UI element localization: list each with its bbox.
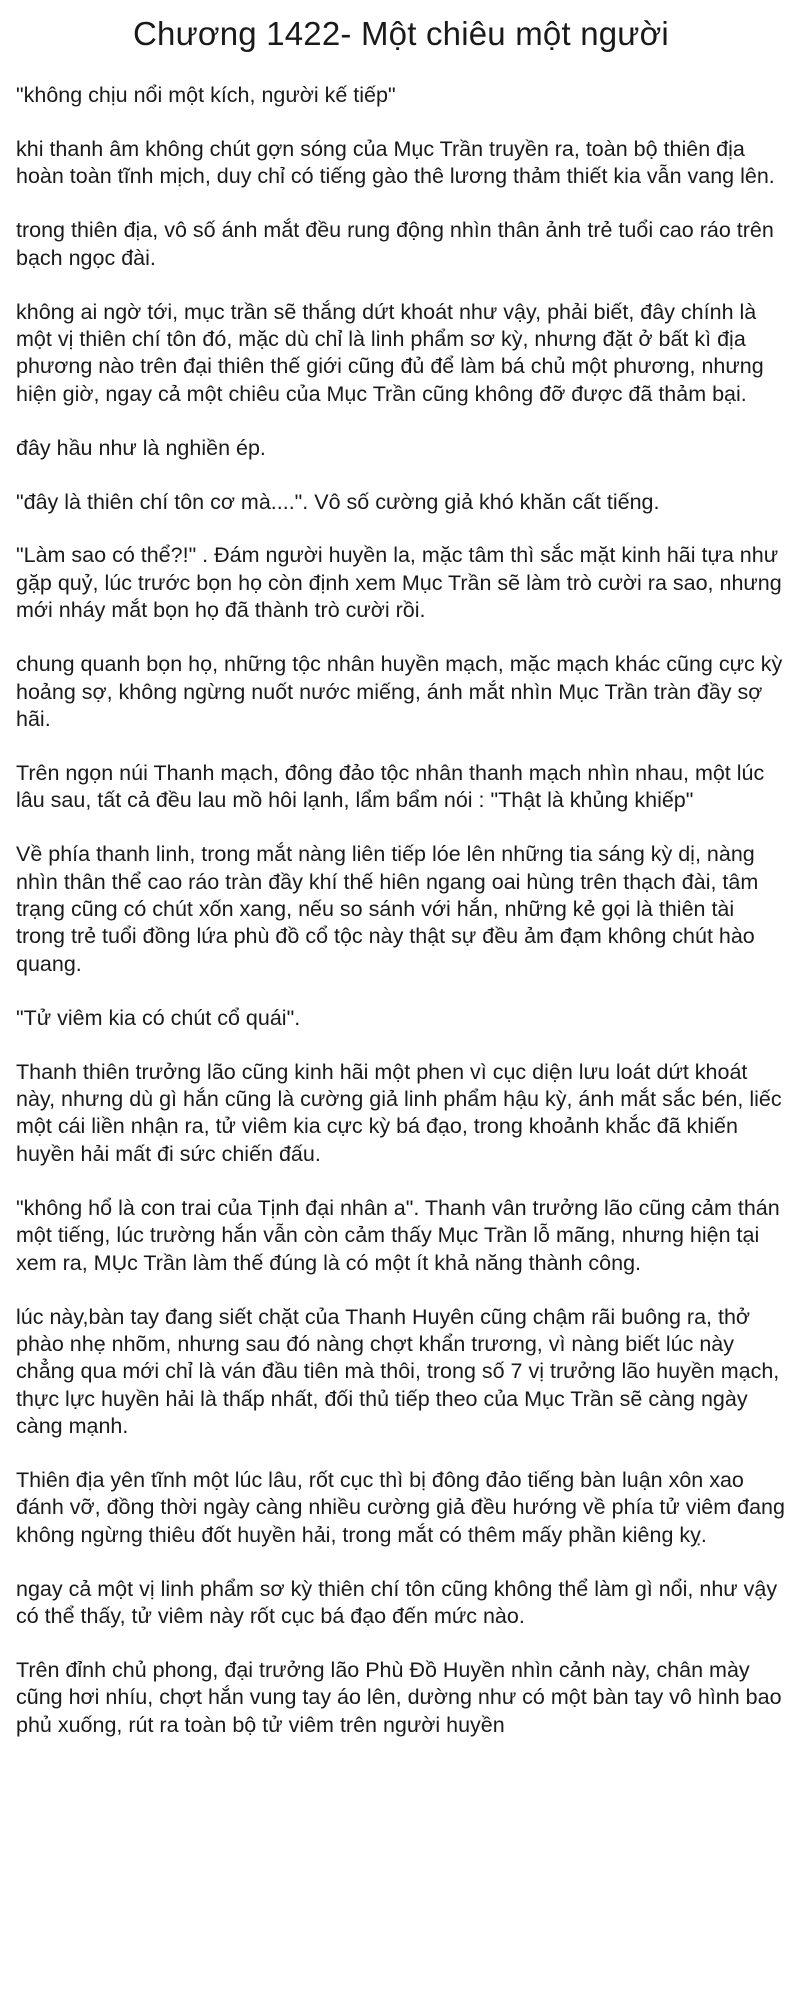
paragraph: "không hổ là con trai của Tịnh đại nhân a". Thanh vân trưởng lão cũng cảm thán một tiếng, lúc trường hắn vẫn còn cảm thấy Mục Trần lỗ mãng, nhưng hiện tại xem ra, MỤc Trần làm thế đúng là có một ít khả năng thành công. [16, 1195, 780, 1275]
paragraph: không ai ngờ tới, mục trần sẽ thắng dứt khoát như vậy, phải biết, đây chính là một vị thiên chí tôn đó, mặc dù chỉ là linh phẩm sơ kỳ, nhưng đặt ở bất kì địa phương nào trên đại thiên thế giới cũng đủ để làm bá chủ một phương, nhưng hiện giờ, ngay cả một chiêu của Mục Trần cũng không đỡ được đã thảm bại. [16, 299, 764, 406]
paragraph: Thiên địa yên tĩnh một lúc lâu, rốt cục thì bị đông đảo tiếng bàn luận xôn xao đánh vỡ, đồng thời ngày càng nhiều cường giả đều hướng về phía tử viêm đang không ngừng thiêu đốt huyền hải, trong mắt có thêm mấy phần kiêng kỵ. [16, 1468, 785, 1547]
chapter-title: Chương 1422- Một chiêu một người [133, 15, 669, 52]
paragraph: "Làm sao có thể?!" . Đám người huyền la, mặc tâm thì sắc mặt kinh hãi tựa như gặp quỷ, lúc trước bọn họ còn định xem Mục Trần sẽ làm trò cười ra sao, nhưng mới nháy mắt bọn họ đã thành trò cười rồi. [16, 543, 782, 623]
paragraph: "không chịu nổi một kích, người kế tiếp" [16, 83, 396, 107]
paragraph: Trên ngọn núi Thanh mạch, đông đảo tộc nhân thanh mạch nhìn nhau, một lúc lâu sau, tất cả đều lau mồ hôi lạnh, lẩm bẩm nói : "Thật là khủng khiếp" [16, 760, 765, 813]
paragraph: Trên đỉnh chủ phong, đại trưởng lão Phù Đồ Huyền nhìn cảnh này, chân mày cũng hơi nhíu, chợt hắn vung tay áo lên, dường như có một bàn tay vô hình bao phủ xuống, rút ra toàn bộ tử viêm trên người huyền [16, 1658, 782, 1737]
chapter-body [16, 82, 786, 1739]
paragraph: trong thiên địa, vô số ánh mắt đều rung động nhìn thân ảnh trẻ tuổi cao ráo trên bạch ngọc đài. [16, 218, 774, 270]
paragraph: chung quanh bọn họ, những tộc nhân huyền mạch, mặc mạch khác cũng cực kỳ hoảng sợ, không ngừng nuốt nước miếng, ánh mắt nhìn Mục Trần tràn đầy sợ hãi. [16, 652, 783, 731]
paragraph: Thanh thiên trưởng lão cũng kinh hãi một phen vì cục diện lưu loát dứt khoát này, nhưng dù gì hắn cũng là cường giả linh phẩm hậu kỳ, ánh mắt sắc bén, liếc một cái liền nhận ra, tử viêm kia cực kỳ bá đạo, trong khoảnh khắc đã khiến huyền hải mất đi sức chiến đấu. [16, 1059, 782, 1166]
paragraph: "Tử viêm kia có chút cổ quái". [16, 1005, 301, 1030]
paragraph: "đây là thiên chí tôn cơ mà....". Vô số cường giả khó khăn cất tiếng. [16, 489, 660, 514]
paragraph: Về phía thanh linh, trong mắt nàng liên tiếp lóe lên những tia sáng kỳ dị, nàng nhìn thân thể cao ráo tràn đầy khí thế hiên ngang oai hùng trên thạch đài, tâm trạng cũng có chút xốn xang, nếu so sánh với hắn, những kẻ gọi là thiên tài trong trẻ tuổi đồng lứa phù đồ cổ tộc này thật sự đều ảm đạm không chút hào quang. [16, 842, 759, 976]
paragraph: ngay cả một vị linh phẩm sơ kỳ thiên chí tôn cũng không thể làm gì nổi, như vậy có thể thấy, tử viêm này rốt cục bá đạo đến mức nào. [16, 1576, 778, 1629]
paragraph: khi thanh âm không chút gợn sóng của Mục Trần truyền ra, toàn bộ thiên địa hoàn toàn tĩnh mịch, duy chỉ có tiếng gào thê lương thảm thiết kia vẫn vang lên. [16, 136, 775, 189]
paragraph: lúc này,bàn tay đang siết chặt của Thanh Huyên cũng chậm rãi buông ra, thở phào nhẹ nhõm, nhưng sau đó nàng chợt khẩn trương, vì nàng biết lúc này chẳng qua mới chỉ là ván đầu tiên mà thôi, trong số 7 vị trưởng lão huyền mạch, thực lực huyền hải là thấp nhất, đối thủ tiếp theo của Mục Trần sẽ càng ngày càng mạnh. [16, 1304, 780, 1439]
paragraph: đây hầu như là nghiền ép. [16, 435, 266, 460]
